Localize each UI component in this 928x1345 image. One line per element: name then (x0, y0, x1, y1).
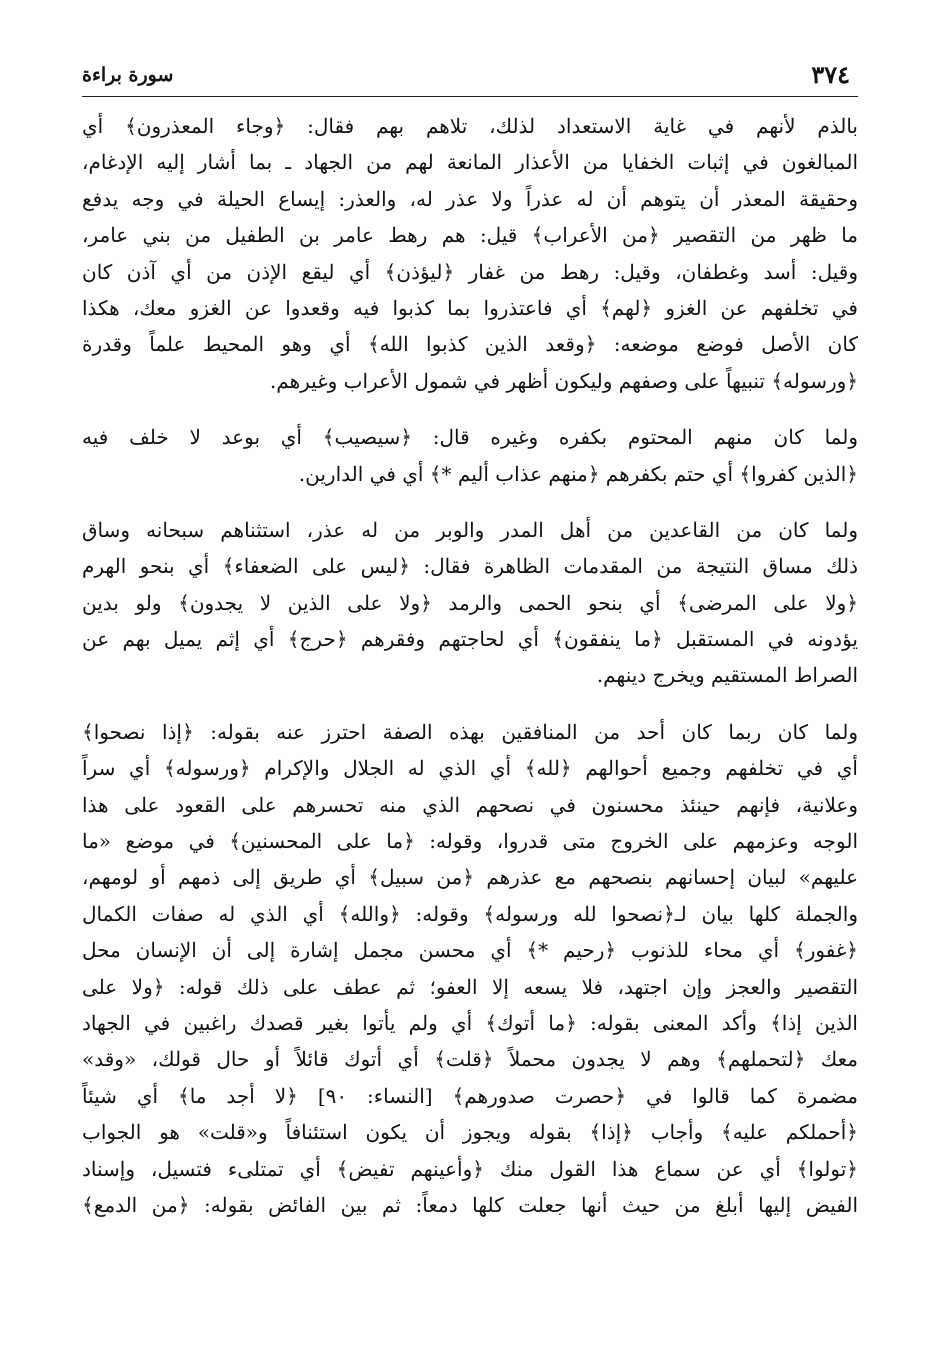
text-line: عليهم» لبيان إحسانهم بنصحهم مع عذرهم ﴿من سبيل﴾ أي طريق إلى ذمهم أو لومهم، (82, 865, 858, 890)
page-number: ٣٧٤ (811, 60, 850, 89)
text-line: ﴿غفور﴾ أي محاء للذنوب ﴿رحيم *﴾ أي محسن مجمل إشارة إلى أن الإنسان محل (82, 938, 858, 963)
text-line: وعلانية، فإنهم حينئذ محسنون في نصحهم الذي منه تحسرهم على القعود على هذا (82, 792, 858, 817)
text-line: معك ﴿لتحملهم﴾ وهم لا يجدون محملاً ﴿قلت﴾ أي أتوك قائلاً أو حال قولك، «وقد» (82, 1047, 858, 1072)
text-line: ﴿ورسوله﴾ تنبيهاً على وصفهم وليكون أظهر في شمول الأعراب وغيرهم. (269, 368, 858, 393)
text-line: ذلك مساق النتيجة من المقدمات الظاهرة فقال: ﴿ليس على الضعفاء﴾ أي بنحو الهرم (82, 554, 858, 579)
text-line: الذين إذا﴾ وأكد المعنى بقوله: ﴿ما أتوك﴾ أي ولم يأتوا بغير قصدك راغبين في الجهاد (82, 1010, 858, 1035)
text-line: ﴿تولوا﴾ أي عن سماع هذا القول منك ﴿وأعينهم تفيض﴾ أي تمتلىء فتسيل، وإسناد (82, 1156, 858, 1181)
paragraph (82, 108, 858, 399)
text-line: المبالغون في إثبات الخفايا من الأعذار المانعة لهم من الجهاد ـ بما أشار إليه الإدغام، (82, 150, 858, 175)
text-line: الصراط المستقيم ويخرج دينهم. (596, 663, 858, 688)
text-line: في تخلفهم عن الغزو ﴿لهم﴾ أي فاعتذروا بما كذبوا فيه وقعدوا عن الغزو معك، هكذا (82, 295, 858, 320)
text-line: أي في تخلفهم وجميع أحوالهم ﴿لله﴾ أي الذي له الجلال والإكرام ﴿ورسوله﴾ أي سراً (82, 756, 858, 781)
text-line: ﴿أحملكم عليه﴾ وأجاب ﴿إذا﴾ بقوله ويجوز أن يكون استئنافاً و«قلت» هو الجواب (82, 1120, 858, 1145)
text-line: مضمرة كما قالوا في ﴿حصرت صدورهم﴾ [النساء: ٩٠] ﴿لا أجد ما﴾ أي شيئاً (82, 1083, 858, 1108)
paragraph (82, 714, 858, 1223)
text-line: الوجه وعزمهم على الخروج متى قدروا، وقوله: ﴿ما على المحسنين﴾ في موضع «ما (82, 829, 858, 854)
running-header (82, 56, 858, 97)
text-line: التقصير والعجز وإن اجتهد، فلا يسعه إلا العفو؛ ثم عطف على ذلك قوله: ﴿ولا على (82, 974, 858, 999)
body-text (82, 108, 858, 1243)
paragraph (82, 512, 858, 694)
text-line: ولما كان من القاعدين من أهل المدر والوبر من له عذر، استثناهم سبحانه وساق (82, 517, 858, 542)
text-line: ولما كان ربما كان أحد من المنافقين بهذه الصفة احترز عنه بقوله: ﴿إذا نصحوا﴾ (82, 719, 858, 744)
text-line: وقيل: أسد وغطفان، وقيل: رهط من غفار ﴿ليؤذن﴾ أي ليقع الإذن من أي آذن كان (82, 259, 858, 284)
text-line: والجملة كلها بيان لـ﴿نصحوا لله ورسوله﴾ وقوله: ﴿والله﴾ أي الذي له صفات الكمال (82, 901, 858, 926)
text-line: يؤدونه في المستقبل ﴿ما ينفقون﴾ أي لحاجتهم وفقرهم ﴿حرج﴾ أي إثم يميل بهم عن (82, 627, 858, 652)
text-line: بالذم لأنهم في غاية الاستعداد لذلك، تلاهم بهم فقال: ﴿وجاء المعذرون﴾ أي (82, 114, 858, 138)
text-line: ولما كان منهم المحتوم بكفره وغيره قال: ﴿سيصيب﴾ أي بوعد لا خلف فيه (82, 425, 858, 450)
surah-title: سورة براءة (82, 64, 174, 86)
text-line: ﴿الذين كفروا﴾ أي حتم بكفرهم ﴿منهم عذاب أليم *﴾ أي في الدارين. (298, 461, 858, 486)
text-line: وحقيقة المعذر أن يتوهم أن له عذراً ولا عذر له، والعذر: إيساع الحيلة في وجه يدفع (82, 186, 858, 211)
text-line: الفيض إليها أبلغ من حيث أنها جعلت كلها دمعاً: ثم بين الفائض بقوله: ﴿من الدمع﴾ (82, 1192, 858, 1217)
text-line: كان الأصل فوضع موضعه: ﴿وقعد الذين كذبوا الله﴾ أي وهو المحيط علماً وقدرة (82, 332, 858, 357)
paragraph (82, 419, 858, 492)
text-line: ما ظهر من التقصير ﴿من الأعراب﴾ قيل: هم رهط عامر بن الطفيل من بني عامر، (82, 223, 858, 248)
text-line: ﴿ولا على المرضى﴾ أي بنحو الحمى والرمد ﴿ولا على الذين لا يجدون﴾ ولو بدين (82, 590, 858, 615)
